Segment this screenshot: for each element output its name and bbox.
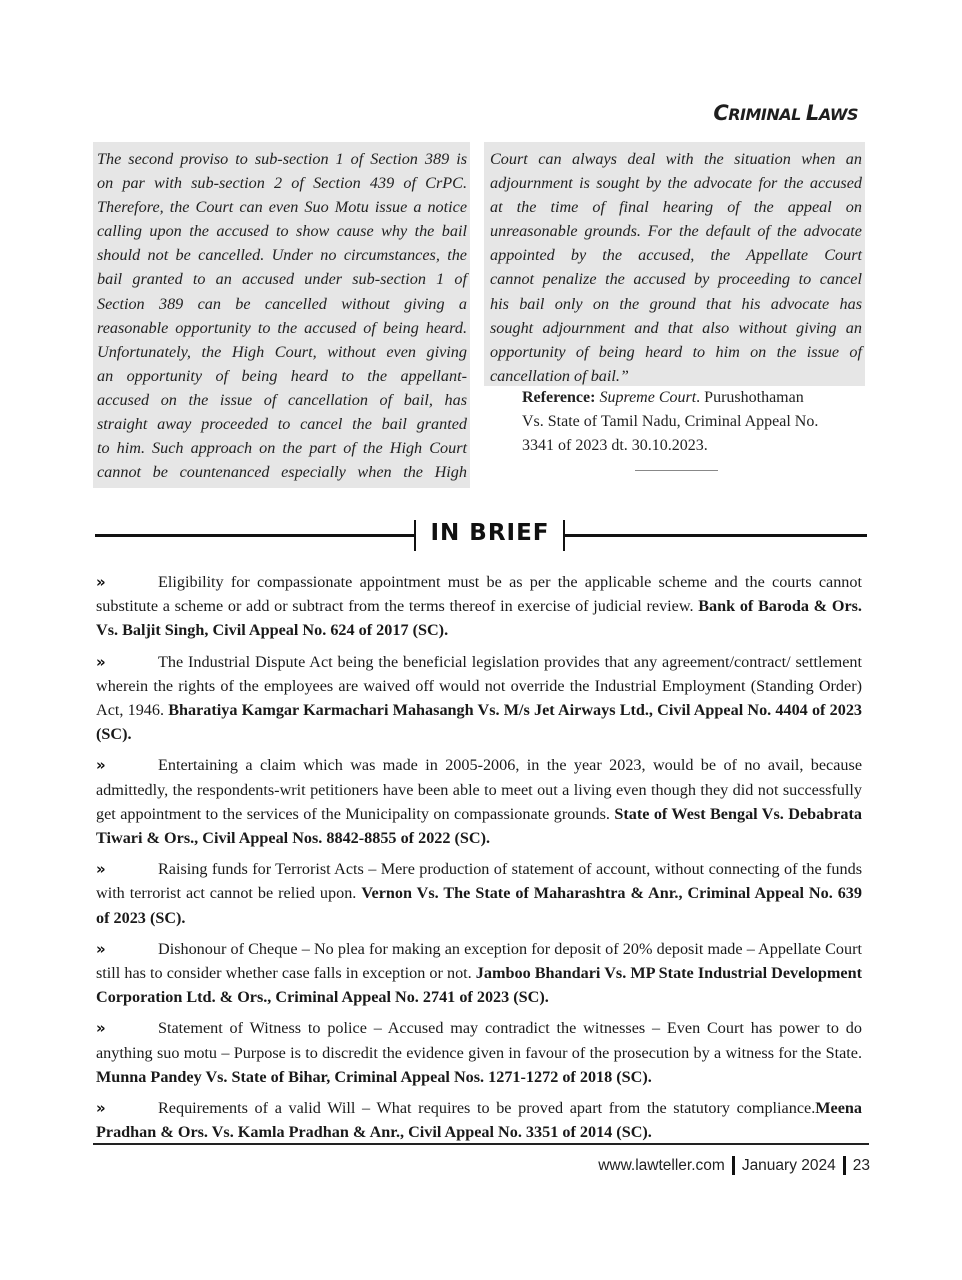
list-item [96, 1016, 862, 1089]
title-smallcaps: RIMINAL [728, 105, 806, 124]
quote-line: cannot penalize the accused by proceeding to cancel [490, 270, 862, 289]
item-text: Requirements of a valid Will – What requires to be proved apart from the statutory compliance. [158, 1099, 816, 1118]
list-item [96, 857, 862, 930]
footer-divider [93, 1143, 869, 1145]
double-chevron-icon: » [96, 1019, 103, 1038]
title-smallcaps: AWS [818, 105, 858, 124]
quote-line: Court can always deal with the situation when an [490, 150, 862, 168]
divider [95, 534, 415, 537]
website-link[interactable]: www.lawteller.com [598, 1156, 725, 1174]
quote-line: on par with sub-section 2 of Section 439 of CrPC. [97, 174, 467, 193]
reference-case: . Purushothaman [696, 389, 804, 406]
divider [635, 470, 718, 471]
in-brief-title: IN BRIEF [430, 520, 550, 546]
item-text: Statement of Witness to police – Accused may contradict the witnesses – Even Court has power to do anything suo motu – Purpose is to discredit the evidence given in favour of the prosecution by a witness for the State. [96, 1019, 862, 1062]
reference-date: 3341 of 2023 dt. 30.10.2023. [522, 437, 708, 454]
divider [565, 534, 867, 537]
in-brief-list [96, 570, 862, 1151]
quote-line: at the time of final hearing of the appeal on [490, 198, 862, 217]
quote-box-right [484, 142, 865, 386]
divider [732, 1156, 735, 1175]
quote-line: to him. Such approach on the part of the High Court [97, 439, 467, 458]
quote-line: cannot be countenanced especially when the High [97, 463, 467, 482]
quote-line: opportunity of being heard to him on the issue of [490, 342, 862, 361]
item-citation: Meena Pradhan & Ors. Vs. Kamla Pradhan & Anr., Civil Appeal No. 3351 of 2014 (SC). [96, 1099, 862, 1142]
quote-line: accused on the issue of cancellation of bail, has [97, 390, 467, 409]
reference-case: Vs. State of Tamil Nadu, Criminal Appeal No. [522, 413, 819, 430]
item-citation: Munna Pandey Vs. State of Bihar, Criminal Appeal Nos. 1271-1272 of 2018 (SC). [96, 1067, 652, 1086]
list-item [96, 1096, 862, 1144]
in-brief-header [95, 519, 867, 553]
quote-box-left [93, 142, 470, 488]
double-chevron-icon: » [96, 939, 103, 958]
quote-line: his bail only on the ground that his advocate has [490, 294, 862, 313]
list-item [96, 570, 862, 643]
issue-date: January 2024 [741, 1156, 836, 1174]
item-text: Raising funds for Terrorist Acts – Mere production of statement of account, without connecting of the funds with terrorist act cannot be relied upon. [96, 860, 862, 903]
quote-line: Unfortunately, the High Court, without even giving [97, 342, 467, 361]
case-reference [522, 386, 852, 458]
item-citation: Bharatiya Kamgar Karmachari Mahasangh Vs. M/s Jet Airways Ltd., Civil Appeal No. 4404 of 2023 (SC). [96, 701, 863, 744]
quote-line: sought adjournment and that also without giving an [490, 318, 862, 337]
item-citation: Vernon Vs. The State of Maharashtra & Anr., Criminal Appeal No. 639 of 2023 (SC). [96, 884, 862, 927]
item-text: Eligibility for compassionate appointment must be as per the applicable scheme and the courts cannot substitute a scheme or add or subtract from the terms thereof in exercise of judicial review. [96, 573, 862, 616]
section-title [713, 101, 858, 125]
item-text: Dishonour of Cheque – No plea for making an exception for deposit of 20% deposit made – Appellate Court still has to consider whether case falls in exception or not. [96, 939, 862, 983]
list-item [96, 937, 862, 1010]
double-chevron-icon: » [96, 652, 103, 671]
list-item [96, 753, 862, 850]
quote-line: bail granted to an accused under sub-section 1 of [97, 270, 467, 289]
reference-label: Reference: [522, 389, 596, 406]
quote-line: should not be cancelled. Under no circumstances, the [97, 246, 467, 265]
page-number: 23 [852, 1156, 870, 1174]
item-citation: Bank of Baroda & Ors. Vs. Baljit Singh, Civil Appeal No. 624 of 2017 (SC). [96, 597, 862, 640]
quote-line: appointed by the accused, the Appellate Court [490, 246, 862, 265]
quote-line: straight away proceeded to cancel the bail granted [97, 415, 467, 434]
quote-line: calling upon the accused to show cause why the bail [97, 222, 467, 241]
quote-line: cancellation of bail.” [490, 366, 629, 385]
quote-line: reasonable opportunity to the accused of being heard. [97, 318, 467, 337]
quote-line: adjournment is sought by the advocate for the accused [490, 174, 862, 193]
reference-court: Supreme Court [599, 389, 697, 406]
page-footer [598, 1156, 870, 1175]
title-initial: C [713, 101, 729, 125]
title-initial: L [805, 101, 819, 125]
double-chevron-icon: » [96, 1099, 103, 1118]
divider [843, 1156, 846, 1175]
item-citation: Jamboo Bhandari Vs. MP State Industrial Development Corporation Ltd. & Ors., Criminal Appeal No. 2741 of 2023 (SC). [96, 964, 862, 1007]
quote-line: Section 389 can be cancelled without giving a [97, 294, 467, 313]
item-text: Entertaining a claim which was made in 2005-2006, in the year 2023, would be of no avail, because admittedly, the respondents-writ petitioners have been able to meet out a living even though they did not successfully get appointment to the services of the Municipality on compassionate grounds. [96, 756, 862, 823]
quote-line: The second proviso to sub-section 1 of Section 389 is [97, 150, 467, 168]
item-citation: State of West Bengal Vs. Debabrata Tiwari & Ors., Civil Appeal Nos. 8842-8855 of 2022 (SC). [96, 804, 862, 848]
double-chevron-icon: » [96, 573, 103, 591]
quote-line: an opportunity of being heard to the appellant- [97, 366, 467, 385]
quote-line: Therefore, the Court can even Suo Motu issue a notice [97, 198, 467, 217]
double-chevron-icon: » [96, 756, 103, 775]
quote-line: unreasonable grounds. For the default of the advocate [490, 222, 862, 241]
divider [414, 520, 416, 551]
item-text: The Industrial Dispute Act being the beneficial legislation provides that any agreement/contract/ settlement wherein the rights of the employees are waived off would not override the Industrial Employment (Standing Order) Act, 1946. [96, 652, 862, 720]
double-chevron-icon: » [96, 860, 103, 879]
list-item [96, 650, 862, 747]
